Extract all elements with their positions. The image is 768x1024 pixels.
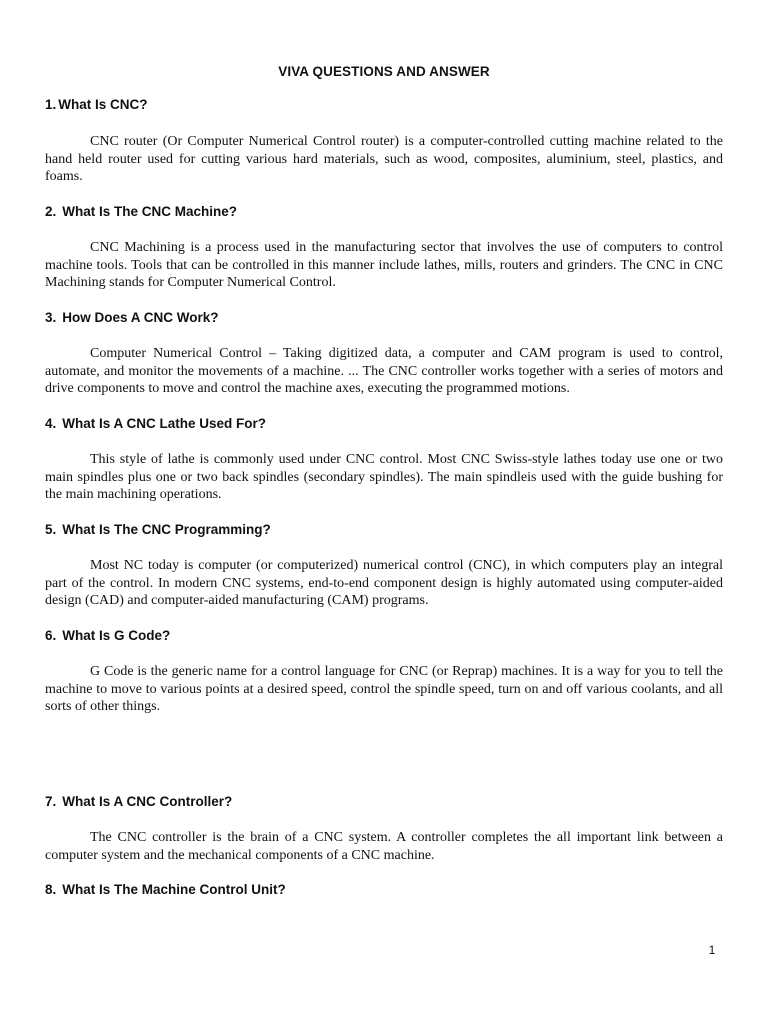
page-title: VIVA QUESTIONS AND ANSWER [278, 64, 490, 79]
question-heading-6 [45, 627, 725, 645]
question-heading-2 [45, 203, 725, 221]
question-heading-1 [45, 96, 725, 114]
question-text: What Is A CNC Lathe Used For? [62, 416, 267, 431]
answer-paragraph-6: G Code is the generic name for a control language for CNC (or Reprap) machines. It is a way for you to tell the machine to move to various points at a desired speed, control the spindle speed, turn on and off various coolants, and all sorts of other things. [45, 664, 723, 715]
question-text: What Is The CNC Machine? [62, 204, 238, 219]
question-heading-8 [45, 881, 725, 899]
question-text: What Is G Code? [62, 628, 171, 643]
question-number: 7. [45, 794, 57, 809]
question-number: 1. [45, 97, 57, 112]
question-heading-3 [45, 309, 725, 327]
question-text: What Is The CNC Programming? [62, 522, 271, 537]
answer-paragraph-1: CNC router (Or Computer Numerical Control router) is a computer-controlled cutting machine related to the hand held router used for cutting various hard materials, such as wood, composites, aluminium, steel, plastics, and foams. [45, 134, 723, 185]
question-text: What Is CNC? [58, 97, 148, 112]
answer-paragraph-2: CNC Machining is a process used in the manufacturing sector that involves the use of computers to control machine tools. Tools that can be controlled in this manner include lathes, mills, routers and grinders. The CNC in CNC Machining stands for Computer Numerical Control. [45, 240, 723, 291]
question-number: 2. [45, 204, 57, 219]
question-number: 4. [45, 416, 57, 431]
question-heading-5 [45, 521, 725, 539]
question-text: What Is The Machine Control Unit? [62, 882, 286, 897]
question-number: 6. [45, 628, 57, 643]
answer-paragraph-3: Computer Numerical Control – Taking digitized data, a computer and CAM program is used to control, automate, and monitor the movements of a machine. ... The CNC controller works together with a series of motors and drive components to move and control the machine axes, executing the programmed motions. [45, 346, 723, 397]
question-number: 5. [45, 522, 57, 537]
answer-paragraph-5: Most NC today is computer (or computerized) numerical control (CNC), in which computers play an integral part of the control. In modern CNC systems, end-to-end component design is highly automated using computer-aided design (CAD) and computer-aided manufacturing (CAM) programs. [45, 558, 723, 609]
question-number: 8. [45, 882, 57, 897]
question-text: How Does A CNC Work? [62, 310, 219, 325]
question-number: 3. [45, 310, 57, 325]
answer-paragraph-4: This style of lathe is commonly used under CNC control. Most CNC Swiss-style lathes today use one or two main spindles plus one or two back spindles (secondary spindles). The main spindleis used with the guide bushing for the main machining operations. [45, 452, 723, 503]
question-heading-4 [45, 415, 725, 433]
question-text: What Is A CNC Controller? [62, 794, 233, 809]
page-number: 1 [708, 943, 716, 957]
answer-paragraph-7: The CNC controller is the brain of a CNC system. A controller completes the all important link between a computer system and the mechanical components of a CNC machine. [45, 830, 723, 863]
question-heading-7 [45, 793, 725, 811]
